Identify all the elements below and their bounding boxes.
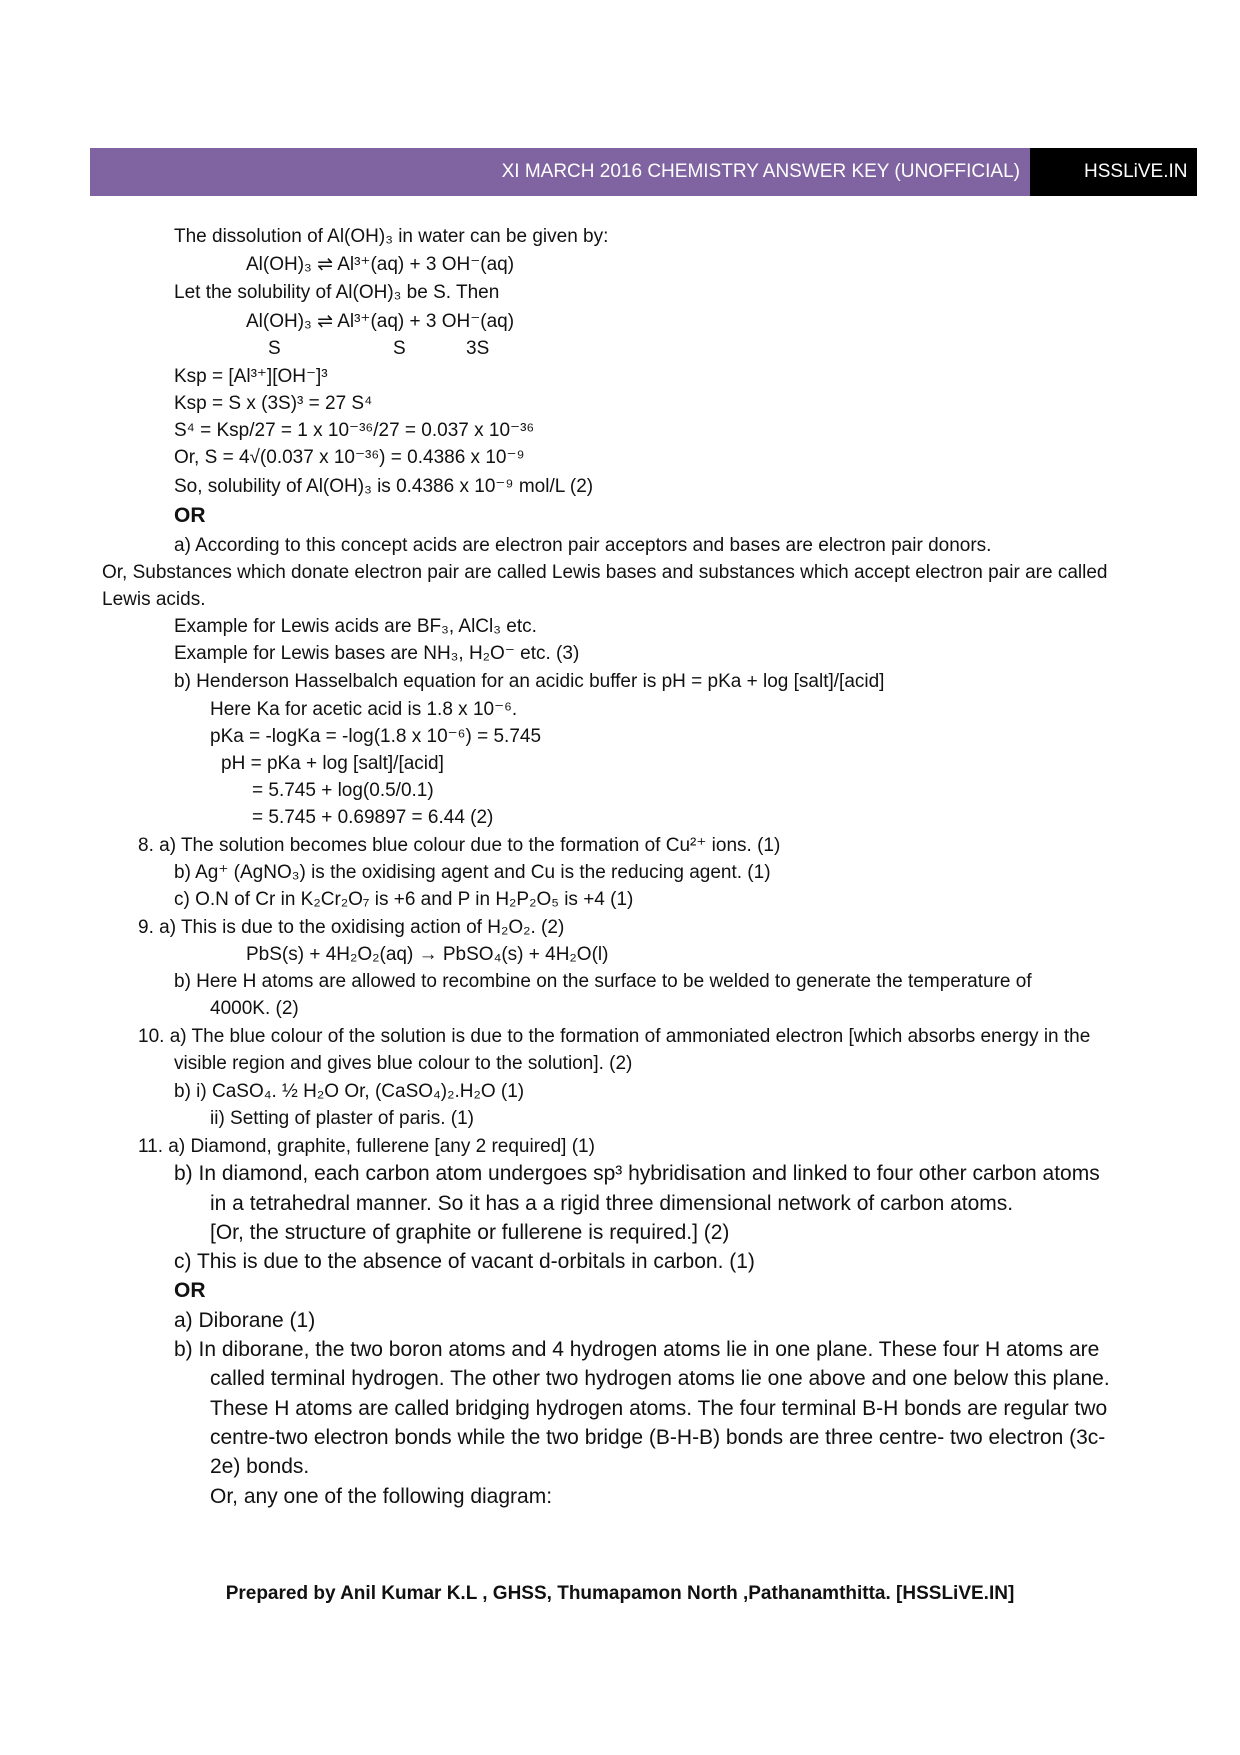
- text-line: Or, Substances which donate electron pair are called Lewis bases and substances which accept electron pair are called: [102, 562, 1108, 583]
- solubility-label: S: [393, 338, 406, 359]
- solubility-label: S: [268, 338, 281, 359]
- or-heading: OR: [174, 504, 206, 527]
- equation-line: Ksp = S x (3S)³ = 27 S⁴: [174, 393, 373, 414]
- answer-8a: 8. a) The solution becomes blue colour due to the formation of Cu²⁺ ions. (1): [138, 835, 781, 856]
- text-line: a) According to this concept acids are electron pair acceptors and bases are electron pair donors.: [174, 535, 992, 556]
- answer-11a: 11. a) Diamond, graphite, fullerene [any 2 required] (1): [138, 1136, 595, 1157]
- answer-11or-b-cont: centre-two electron bonds while the two bridge (B-H-B) bonds are three centre- two electron (3c-: [210, 1426, 1106, 1449]
- text-line: So, solubility of Al(OH)₃ is 0.4386 x 10⁻⁹ mol/L (2): [174, 476, 594, 497]
- solubility-label: 3S: [466, 338, 490, 359]
- answer-10a: 10. a) The blue colour of the solution is due to the formation of ammoniated electron [which absorbs energy in the: [138, 1026, 1091, 1047]
- equation-line: PbS(s) + 4H₂O₂(aq) → PbSO₄(s) + 4H₂O(l): [246, 944, 609, 965]
- equation-line: Al(OH)₃ ⇌ Al³⁺(aq) + 3 OH⁻(aq): [246, 254, 515, 275]
- answer-11or-a: a) Diborane (1): [174, 1309, 316, 1332]
- text-line: Example for Lewis acids are BF₃, AlCl₃ etc.: [174, 616, 537, 637]
- header-site-bar: [1030, 148, 1197, 196]
- text-line: Let the solubility of Al(OH)₃ be S. Then: [174, 282, 500, 303]
- answer-8b: b) Ag⁺ (AgNO₃) is the oxidising agent and Cu is the reducing agent. (1): [174, 862, 771, 883]
- text-line: The dissolution of Al(OH)₃ in water can be given by:: [174, 226, 609, 247]
- answer-11or-b-cont: These H atoms are called bridging hydrogen atoms. The four terminal B-H bonds are regular two: [210, 1397, 1108, 1420]
- header-title: XI MARCH 2016 CHEMISTRY ANSWER KEY (UNOFFICIAL): [501, 161, 1020, 182]
- answer-10b-cont: ii) Setting of plaster of paris. (1): [210, 1108, 474, 1129]
- equation-line: pH = pKa + log [salt]/[acid]: [221, 753, 444, 774]
- answer-11or-b-cont: Or, any one of the following diagram:: [210, 1485, 553, 1508]
- page-footer: Prepared by Anil Kumar K.L , GHSS, Thumapamon North ,Pathanamthitta. [HSSLiVE.IN]: [225, 1583, 1015, 1604]
- equation-line: Ksp = [Al³⁺][OH⁻]³: [174, 366, 328, 387]
- page-header: [90, 148, 1197, 196]
- answer-8c: c) O.N of Cr in K₂Cr₂O₇ is +6 and P in H₂P₂O₅ is +4 (1): [174, 889, 634, 910]
- equation-line: = 5.745 + log(0.5/0.1): [252, 780, 434, 801]
- answer-9b-cont: 4000K. (2): [210, 998, 299, 1019]
- text-line: Here Ka for acetic acid is 1.8 x 10⁻⁶.: [210, 699, 518, 720]
- text-line: Example for Lewis bases are NH₃, H₂O⁻ etc. (3): [174, 643, 580, 664]
- answer-9b: b) Here H atoms are allowed to recombine on the surface to be welded to generate the temperature of: [174, 971, 1032, 992]
- answer-10a-cont: visible region and gives blue colour to the solution]. (2): [174, 1053, 633, 1074]
- equation-line: = 5.745 + 0.69897 = 6.44 (2): [252, 807, 494, 828]
- answer-10b: b) i) CaSO₄. ½ H₂O Or, (CaSO₄)₂.H₂O (1): [174, 1081, 525, 1102]
- answer-11b: b) In diamond, each carbon atom undergoes sp³ hybridisation and linked to four other carbon atoms: [174, 1162, 1100, 1185]
- answer-11b-cont: in a tetrahedral manner. So it has a a rigid three dimensional network of carbon atoms.: [210, 1192, 1014, 1215]
- answer-11b-cont: [Or, the structure of graphite or fullerene is required.] (2): [210, 1221, 730, 1244]
- answer-11or-b-cont: called terminal hydrogen. The other two hydrogen atoms lie one above and one below this plane.: [210, 1367, 1110, 1390]
- header-title-bar: [90, 148, 1030, 196]
- equation-line: S⁴ = Ksp/27 = 1 x 10⁻³⁶/27 = 0.037 x 10⁻³⁶: [174, 420, 535, 441]
- equation-line: pKa = -logKa = -log(1.8 x 10⁻⁶) = 5.745: [210, 726, 542, 747]
- answer-11c: c) This is due to the absence of vacant d-orbitals in carbon. (1): [174, 1250, 755, 1273]
- answer-9a: 9. a) This is due to the oxidising action of H₂O₂. (2): [138, 917, 565, 938]
- equation-line: Or, S = 4√(0.037 x 10⁻³⁶) = 0.4386 x 10⁻⁹: [174, 447, 525, 468]
- text-line: b) Henderson Hasselbalch equation for an acidic buffer is pH = pKa + log [salt]/[acid]: [174, 671, 885, 692]
- answer-11or-b: b) In diborane, the two boron atoms and 4 hydrogen atoms lie in one plane. These four H atoms are: [174, 1338, 1100, 1361]
- or-heading: OR: [174, 1279, 206, 1302]
- text-line: Lewis acids.: [102, 589, 206, 610]
- header-site: HSSLiVE.IN: [1084, 161, 1188, 182]
- equation-line: Al(OH)₃ ⇌ Al³⁺(aq) + 3 OH⁻(aq): [246, 311, 515, 332]
- answer-11or-b-cont: 2e) bonds.: [210, 1455, 310, 1478]
